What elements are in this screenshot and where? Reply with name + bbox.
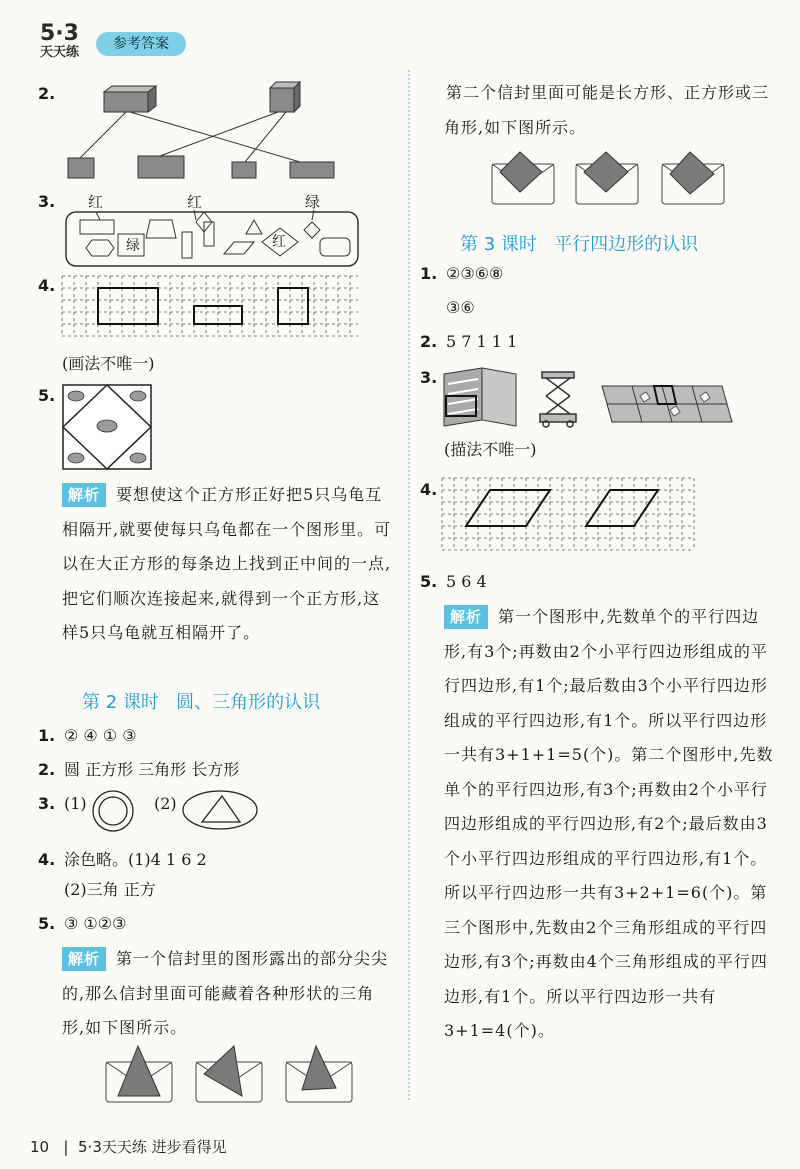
l2-q4-answer-2: (2)三角 正方: [64, 880, 156, 899]
answer-badge: 参考答案: [96, 32, 186, 56]
l2-q2-answer: 圆 正方形 三角形 长方形: [64, 760, 240, 779]
q3-number: 3.: [38, 192, 56, 211]
q4-number: 4.: [38, 276, 56, 295]
brand-logo: [38, 18, 94, 58]
l3-q3-number: 3.: [420, 368, 438, 387]
analysis-1-tag: 解析: [62, 483, 106, 507]
analysis-1: [62, 478, 392, 651]
q3-red-shape-text: 红: [272, 234, 286, 250]
lesson-2-heading: 第 2 课时 圆、三角形的认识: [82, 692, 321, 713]
q3-label-red-1: 红: [88, 193, 104, 211]
column-divider: [408, 70, 410, 1100]
analysis-2-text: 第一个信封里的图形露出的部分尖尖的,那么信封里面可能藏着各种形状的三角形,如下图所示。: [62, 949, 389, 1037]
l3-q3-note: (描法不唯一): [444, 440, 537, 459]
q5-number: 5.: [38, 386, 56, 405]
analysis-2: [62, 942, 392, 1046]
analysis-3: [444, 600, 780, 1049]
q3-label-green: 绿: [305, 193, 321, 211]
l2-q5-number: 5.: [38, 914, 56, 933]
lesson-3-heading: 第 3 课时 平行四边形的认识: [460, 234, 699, 255]
analysis-3-text: 第一个图形中,先数单个的平行四边形,有3个;再数由2个小平行四边形组成的平行四边形,有1个;最后数由3个小平行四边形组成的平行四边形,有1个。所以平行四边形一共有3+1+1=5(个)。第二个图形中,先数单个的平行四边形,有3个;再数由2个小平行四边形组成的平行四边形,有2个;最后数由3个小平行四边形组成的平行四边形,有1个。所以平行四边形一共有3+2+1=6(个)。第三个图形中,先数由2个三角形组成的平行四边形,有3个;再数由4个三角形组成的平行四边形,有1个。所以平行四边形一共有3+1=4(个)。: [444, 607, 774, 1040]
l2-q3-part2: (2): [154, 794, 177, 813]
right-intro: 第二个信封里面可能是长方形、正方形或三角形,如下图所示。: [444, 83, 770, 137]
l3-q2-number: 2.: [420, 332, 438, 351]
envelopes-quads: [490, 150, 730, 206]
l2-q4-answer: 涂色略。(1)4 1 6 2: [64, 850, 207, 869]
l2-q3-ellipse-triangle: [182, 790, 260, 832]
l2-q2-number: 2.: [38, 760, 56, 779]
l2-q1-answer: ② ④ ① ③: [64, 726, 137, 745]
footer-separator: |: [63, 1138, 69, 1156]
analysis-3-tag: 解析: [444, 605, 488, 629]
q3-green-shape-text: 绿: [126, 238, 140, 254]
l3-q1-number: 1.: [420, 264, 438, 283]
l2-q4-number: 4.: [38, 850, 56, 869]
analysis-2-tag: 解析: [62, 947, 106, 971]
l2-q5-answer: ③ ①②③: [64, 914, 127, 933]
page-number: 10: [30, 1138, 50, 1156]
svg-text:5·3: 5·3: [40, 21, 79, 46]
l3-q1-line1: ②③⑥⑧: [446, 264, 504, 283]
l2-q3-part1: (1): [64, 794, 87, 813]
l3-q4-number: 4.: [420, 480, 438, 499]
l3-q4-dot-grid: [442, 478, 698, 554]
analysis-1-text: 要想使这个正方形正好把5只乌龟互相隔开,就要使每只乌龟都在一个图形里。可以在大正方形的每条边上找到正中间的一点,把它们顺次连接起来,就得到一个正方形,这样5只乌龟就互相隔开了。: [62, 485, 392, 642]
svg-text:天天练: 天天练: [40, 45, 80, 60]
l3-q5-number: 5.: [420, 572, 438, 591]
l2-q3-circles: [92, 790, 136, 834]
l2-q3-number: 3.: [38, 794, 56, 813]
q2-matching-figure: [60, 78, 360, 188]
envelopes-triangles: [104, 1044, 364, 1106]
q4-dot-grid: [62, 276, 360, 338]
q3-shapes-panel: [64, 208, 364, 270]
footer-slogan: 5·3天天练 进步看得见: [78, 1138, 227, 1156]
q4-note: (画法不唯一): [62, 354, 155, 373]
q3-label-red-2: 红: [187, 193, 203, 211]
q5-turtle-square: [62, 384, 154, 472]
page-footer: [30, 1136, 227, 1157]
l2-q1-number: 1.: [38, 726, 56, 745]
l3-q2-answer: 5 7 1 1 1: [446, 332, 518, 351]
l3-q5-answer: 5 6 4: [446, 572, 487, 591]
l3-q3-figures: [442, 366, 732, 430]
q2-number: 2.: [38, 84, 56, 103]
l3-q1-line2: ③⑥: [446, 298, 475, 317]
